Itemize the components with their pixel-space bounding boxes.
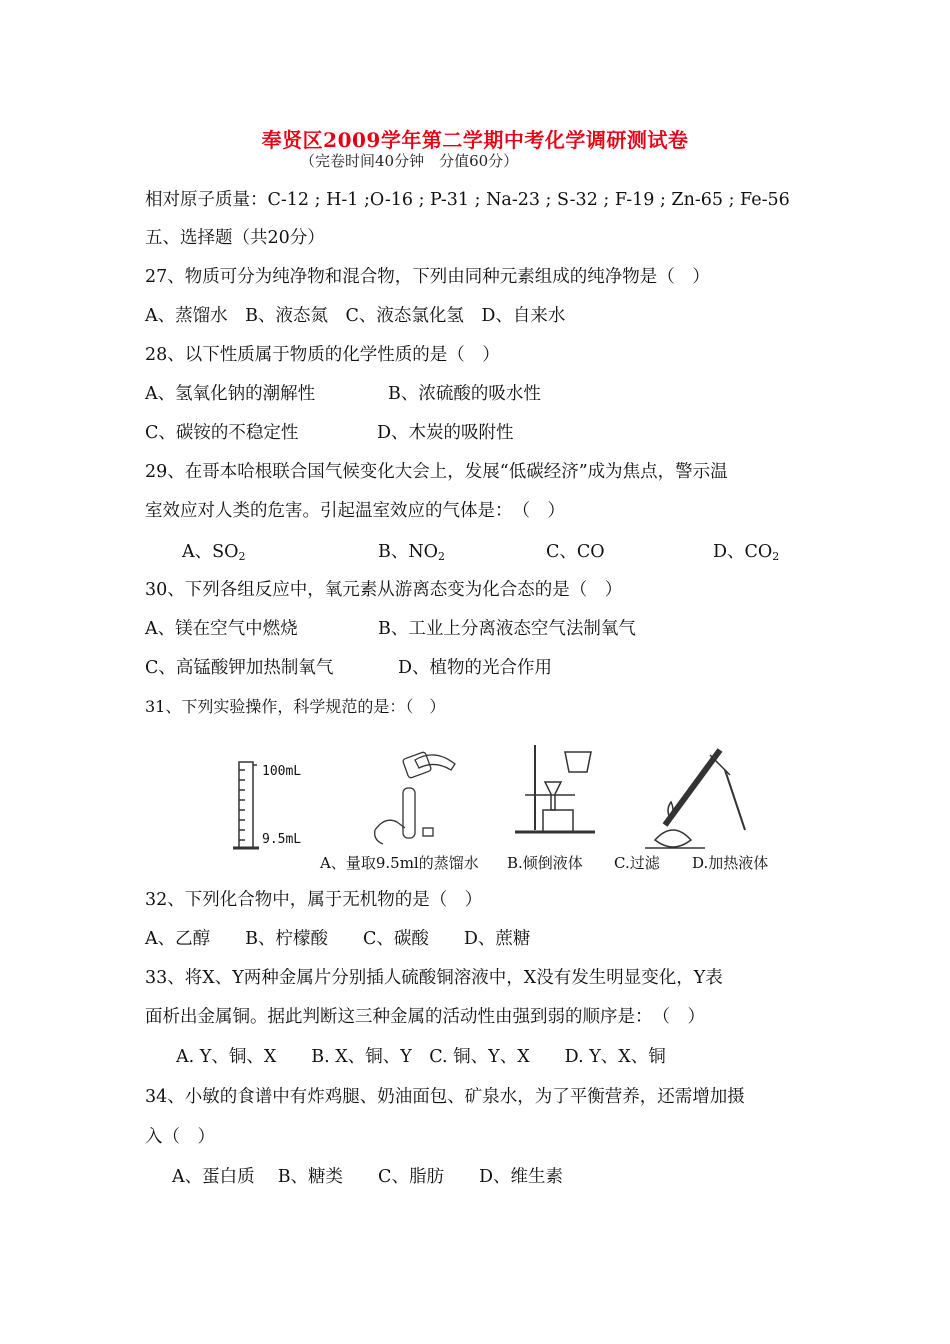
q30-option-d: D、植物的光合作用 — [398, 658, 553, 678]
q29-stem-line2: 室效应对人类的危害。引起温室效应的气体是： （ ） — [145, 501, 565, 521]
q30-option-b: B、工业上分离液态空气法制氧气 — [378, 619, 636, 639]
q34-options: A、蛋白质 B、糖类 C、脂肪 D、维生素 — [172, 1167, 563, 1187]
atomic-masses: 相对原子质量：C-12 ; H-1 ;O-16 ; P-31 ; Na-23 ; S-32 ; F-19 ; Zn-65 ; Fe-56 — [145, 190, 790, 210]
q34-stem-line1: 34、小敏的食谱中有炸鸡腿、奶油面包、矿泉水，为了平衡营养，还需增加摄 — [145, 1087, 745, 1107]
cylinder-label-top: 100mL — [262, 764, 302, 779]
q32-stem: 32、下列化合物中，属于无机物的是（ ） — [145, 890, 483, 910]
lab-operations-figure — [225, 740, 785, 860]
q28-option-c: C、碳铵的不稳定性 — [145, 423, 299, 443]
q34-stem-line2: 入（ ） — [145, 1127, 215, 1147]
q28-option-a: A、氢氧化钠的潮解性 — [145, 384, 316, 404]
q28-stem: 28、以下性质属于物质的化学性质的是（ ） — [145, 345, 500, 365]
q31-stem: 31、下列实验操作，科学规范的是：（ ） — [145, 697, 446, 716]
cylinder-label-bottom: 9.5mL — [262, 832, 302, 847]
q29-option-d: D、$CO_2$ — [713, 542, 780, 563]
q27-stem: 27、物质可分为纯净物和混合物，下列由同种元素组成的纯净物是（ ） — [145, 267, 710, 287]
page-subtitle: （完卷时间40分钟 分值60分） — [300, 152, 519, 170]
heating-liquid-icon — [645, 750, 745, 848]
filtration-icon — [515, 745, 595, 832]
q27-options: A、蒸馏水 B、液态氮 C、液态氯化氢 D、自来水 — [145, 306, 566, 326]
q29-stem-line1: 29、在哥本哈根联合国气候变化大会上，发展“低碳经济”成为焦点，警示温 — [145, 462, 728, 482]
q29-option-b: B、$NO_2$ — [378, 542, 446, 563]
page-title: 奉贤区2009学年第二学期中考化学调研测试卷 — [261, 128, 689, 152]
caption-c: C.过滤 — [614, 854, 660, 872]
graduated-cylinder-icon — [233, 762, 259, 848]
q32-options: A、乙醇 B、柠檬酸 C、碳酸 D、蔗糖 — [145, 929, 531, 949]
q30-option-a: A、镁在空气中燃烧 — [145, 619, 298, 639]
q33-options: A. Y、铜、X B. X、铜、Y C. 铜、Y、X D. Y、X、铜 — [176, 1047, 666, 1067]
q28-option-b: B、浓硫酸的吸水性 — [388, 384, 541, 404]
q30-stem: 30、下列各组反应中，氧元素从游离态变为化合态的是（ ） — [145, 580, 623, 600]
pouring-liquid-icon — [375, 751, 455, 844]
q29-option-c: C、CO — [546, 542, 605, 562]
q28-option-d: D、木炭的吸附性 — [377, 423, 514, 443]
caption-a: A、量取9.5ml的蒸馏水 — [320, 854, 479, 872]
q33-stem-line1: 33、将X、Y两种金属片分别插人硫酸铜溶液中，X没有发生明显变化，Y表 — [145, 968, 723, 988]
q33-stem-line2: 面析出金属铜。据此判断这三种金属的活动性由强到弱的顺序是： （ ） — [145, 1007, 705, 1027]
caption-b: B.倾倒液体 — [507, 854, 583, 872]
section-heading: 五、选择题（共20分） — [145, 228, 325, 248]
caption-d: D.加热液体 — [692, 854, 769, 872]
q29-option-a: A、$SO_2$ — [182, 542, 246, 563]
q30-option-c: C、高锰酸钾加热制氧气 — [145, 658, 334, 678]
